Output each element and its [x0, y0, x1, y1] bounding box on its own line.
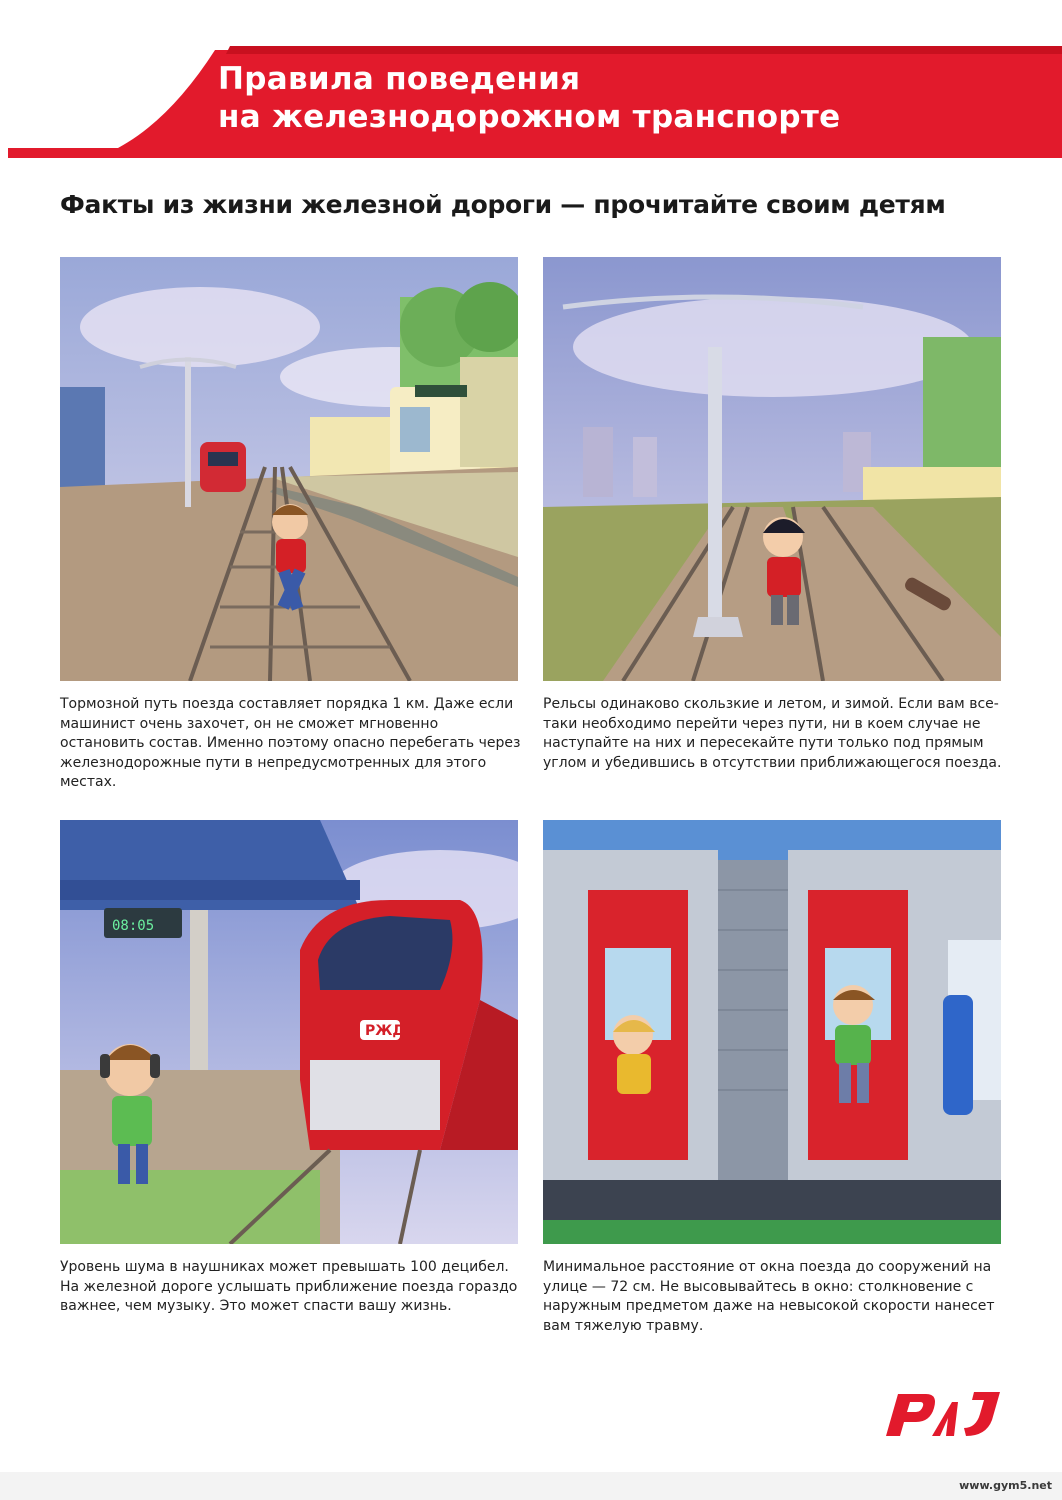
rzd-logo — [880, 1380, 1004, 1440]
illustration-headphones-train — [60, 820, 518, 1244]
svg-text:РЖД: РЖД — [365, 1023, 405, 1039]
title-line-2: на железнодорожном транспорте — [218, 99, 841, 135]
platform-clock — [104, 908, 182, 938]
illustration-boy-running — [60, 257, 518, 681]
illustration-train-doors — [543, 820, 1001, 1244]
illustration-boy-on-rail — [543, 257, 1001, 681]
watermark: www.gym5.net — [959, 1479, 1052, 1492]
clock-text: 08:05 — [112, 918, 155, 934]
caption-window-distance: Минимальное расстояние от окна поезда до сооружений на улице — 72 см. Не высовывайтесь в окно: столкновение с наружным предметом даже на невысокой скорости нанесет вам тяжелую травму. — [543, 1259, 995, 1334]
caption-braking-distance: Тормозной путь поезда составляет порядка 1 км. Даже если машинист очень захочет, он не сможет мгновенно остановить состав. Именно поэтому опасно перебегать через железнодорожные пути в непредусмотренных для этого местах. — [60, 696, 521, 790]
subtitle: Факты из жизни железной дороги — прочитайте своим детям — [60, 190, 946, 219]
page-title — [218, 60, 840, 136]
caption-slippery-rails: Рельсы одинаково скользкие и летом, и зимой. Если вам все-таки необходимо перейти через пути, ни в коем случае не наступайте на них и пересекайте пути только под прямым углом и убедившись в отсутствии приближающегося поезда. — [543, 696, 1002, 771]
bottom-strip — [0, 1472, 1062, 1500]
caption-headphones-noise: Уровень шума в наушниках может превышать 100 децибел. На железной дороге услышать приближение поезда гораздо важнее, чем музыку. Это может спасти вашу жизнь. — [60, 1259, 518, 1314]
title-line-1: Правила поведения — [218, 61, 581, 97]
